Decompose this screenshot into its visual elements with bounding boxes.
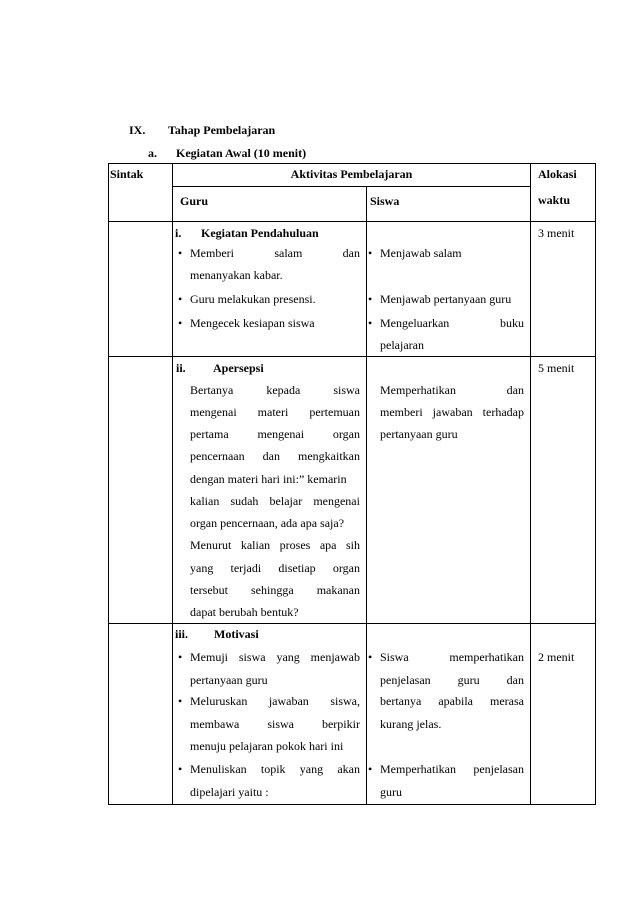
word: sudah <box>230 494 259 508</box>
bullet-icon: • <box>178 246 183 260</box>
siswa-text-line: guru <box>380 785 402 799</box>
siswa-text-line: Menjawab salam <box>380 246 462 260</box>
guru-text-line <box>190 561 360 575</box>
word: materi <box>257 405 289 419</box>
word: siswa <box>238 650 266 664</box>
word: Memperhatikan <box>380 383 456 397</box>
word: organ <box>332 427 360 441</box>
word: yang <box>299 762 324 776</box>
word: siswa <box>333 383 360 397</box>
bullet-icon: • <box>368 292 373 306</box>
siswa-text-line <box>380 316 524 330</box>
word: jawaban <box>268 694 309 708</box>
guru-text-line: dapat berubah bentuk? <box>190 605 299 619</box>
word: mengenai <box>313 494 360 508</box>
section-number: IX. <box>129 123 146 137</box>
word: makanan <box>316 583 360 597</box>
guru-text-line: Guru melakukan presensi. <box>190 292 316 306</box>
word: kepada <box>266 383 301 397</box>
word: mengenai <box>257 427 305 441</box>
subsection-title: Kegiatan Awal (10 menit) <box>176 146 307 160</box>
time-allocation: 2 menit <box>538 650 575 664</box>
header-guru: Guru <box>180 194 209 208</box>
word: Meluruskan <box>190 694 248 708</box>
row-title: Motivasi <box>214 627 259 641</box>
guru-text-line <box>190 650 360 664</box>
siswa-text-line: kurang jelas. <box>380 717 442 731</box>
siswa-text-line <box>380 405 524 419</box>
row-number: iii. <box>175 627 189 641</box>
time-allocation: 3 menit <box>538 226 575 240</box>
word: dan <box>262 449 280 463</box>
word: sih <box>345 538 360 552</box>
bullet-icon: • <box>178 316 183 330</box>
word: organ <box>332 561 360 575</box>
subsection-letter: a. <box>148 146 157 160</box>
word: Menuliskan <box>190 762 247 776</box>
word: merasa <box>490 694 524 708</box>
row-title: Apersepsi <box>213 361 264 375</box>
word: proses <box>279 538 311 552</box>
word: pencernaan <box>190 449 245 463</box>
word: jawaban <box>432 405 473 419</box>
guru-text-line <box>190 762 360 776</box>
guru-text-line <box>190 383 360 397</box>
header-aktivitas: Aktivitas Pembelajaran <box>290 167 413 181</box>
word: mengenai <box>190 405 237 419</box>
siswa-text-line: Menjawab pertanyaan guru <box>380 292 512 306</box>
guru-text-line <box>190 583 360 597</box>
bullet-icon: • <box>178 762 183 776</box>
guru-text-line <box>190 427 360 441</box>
word: Siswa <box>380 650 409 664</box>
word: dan <box>506 673 524 687</box>
word: sehingga <box>251 583 294 597</box>
guru-text-line: dengan materi hari ini:” kemarin <box>190 472 347 486</box>
word: kalian <box>240 538 271 552</box>
header-waktu: waktu <box>538 193 571 207</box>
siswa-text-line <box>380 762 524 776</box>
bullet-icon: • <box>368 316 373 330</box>
row-title: Kegiatan Pendahuluan <box>201 226 319 240</box>
word: Bertanya <box>190 383 234 397</box>
word: disetiap <box>278 561 316 575</box>
row-number: ii. <box>176 361 186 375</box>
word: apabila <box>438 694 473 708</box>
word: Memuji <box>190 650 228 664</box>
bullet-icon: • <box>368 762 373 776</box>
word: menjawab <box>310 650 360 664</box>
bullet-icon: • <box>178 650 183 664</box>
word: Menurut <box>190 538 232 552</box>
siswa-text-line: pelajaran <box>380 338 424 352</box>
siswa-text-line <box>380 383 524 397</box>
guru-text-line: dipelajari yaitu : <box>190 785 269 799</box>
word: dan <box>342 246 360 260</box>
bullet-icon: • <box>368 246 373 260</box>
word: membawa <box>190 717 240 731</box>
header-alokasi: Alokasi <box>538 167 577 181</box>
time-allocation: 5 menit <box>538 361 575 375</box>
guru-text-line <box>190 494 360 508</box>
word: dan <box>506 383 524 397</box>
siswa-text-line <box>380 673 524 687</box>
siswa-text-line <box>380 694 524 708</box>
guru-text-line <box>190 449 360 463</box>
word: siswa, <box>330 694 360 708</box>
guru-text-line: Mengecek kesiapan siswa <box>190 316 315 330</box>
siswa-text-line: pertanyaan guru <box>380 427 458 441</box>
word: siswa <box>267 717 294 731</box>
word: tersebut <box>190 583 228 597</box>
word: kalian <box>190 494 220 508</box>
siswa-text-line <box>380 650 524 664</box>
word: yang <box>276 650 300 664</box>
guru-text-line: menuju pelajaran pokok hari ini <box>190 739 344 753</box>
guru-text-line <box>190 538 360 552</box>
word: mengkaitkan <box>298 449 360 463</box>
guru-text-line <box>190 405 360 419</box>
word: berpikir <box>321 717 360 731</box>
header-sintak: Sintak <box>110 167 144 181</box>
word: buku <box>500 316 524 330</box>
word: guru <box>457 673 480 687</box>
guru-text-line <box>190 694 360 708</box>
word: topik <box>260 762 286 776</box>
bullet-icon: • <box>178 292 183 306</box>
guru-text-line: menanyakan kabar. <box>190 268 283 282</box>
guru-text-line: organ pencernaan, ada apa saja? <box>190 516 345 530</box>
word: memberi <box>380 405 423 419</box>
word: memperhatikan <box>449 650 524 664</box>
word: akan <box>337 762 360 776</box>
word: Mengeluarkan <box>380 316 450 330</box>
word: terjadi <box>230 561 262 575</box>
word: pertama <box>190 427 229 441</box>
header-siswa: Siswa <box>370 194 400 208</box>
bullet-icon: • <box>178 694 183 708</box>
word: terhadap <box>482 405 524 419</box>
bullet-icon: • <box>368 650 373 664</box>
word: pertemuan <box>309 405 360 419</box>
word: penjelasan <box>380 673 431 687</box>
word: penjelasan <box>473 762 524 776</box>
guru-text-line <box>190 717 360 731</box>
word: belajar <box>269 494 303 508</box>
row-number: i. <box>175 226 182 240</box>
word: bertanya <box>380 694 422 708</box>
word: apa <box>319 538 337 552</box>
guru-text-line: pertanyaan guru <box>190 673 268 687</box>
section-title: Tahap Pembelajaran <box>168 123 276 137</box>
word: salam <box>274 246 303 260</box>
word: Memperhatikan <box>380 762 456 776</box>
word: yang <box>190 561 214 575</box>
word: Memberi <box>190 246 234 260</box>
guru-text-line <box>190 246 360 260</box>
